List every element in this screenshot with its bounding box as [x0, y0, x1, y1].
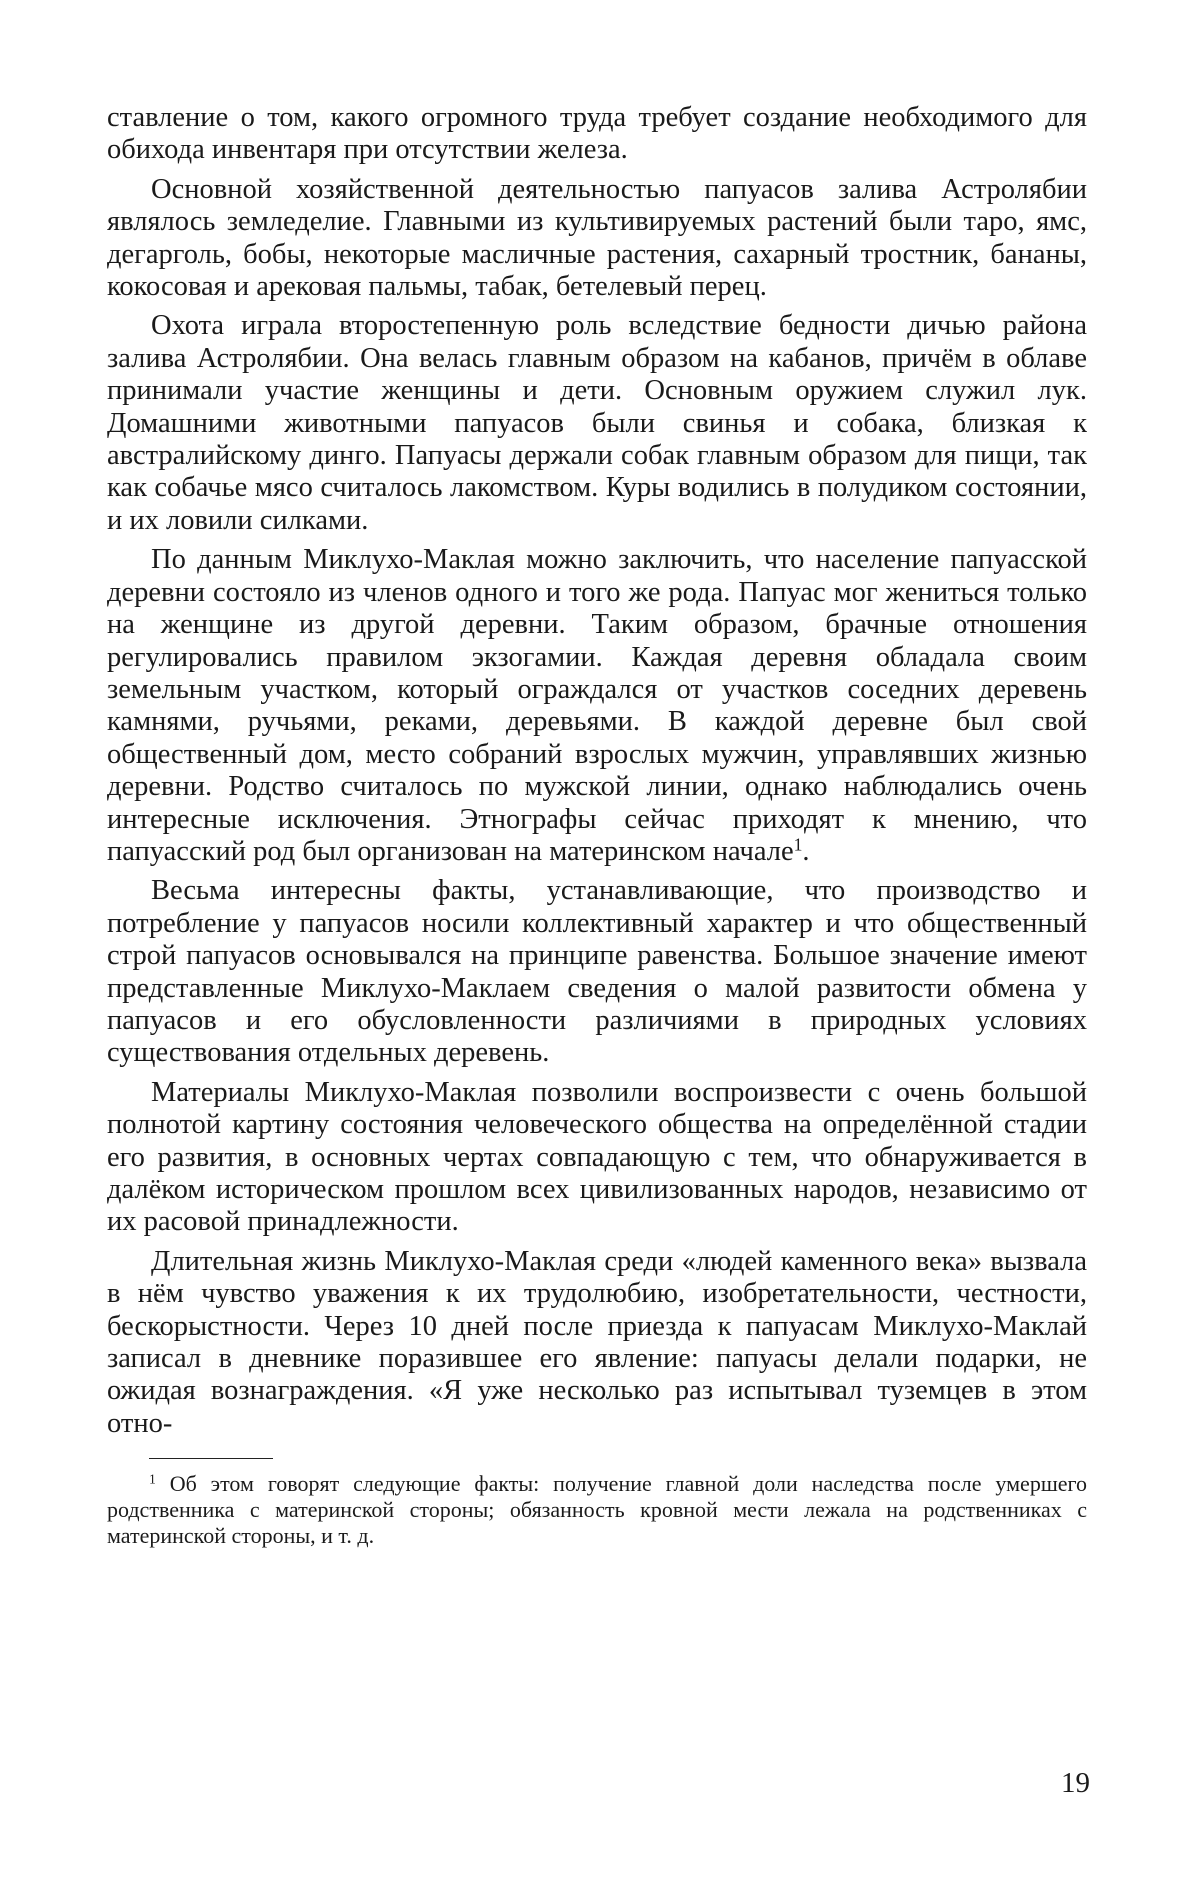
- paragraph-collective-production: Весьма интересны факты, устанавливающие, что производство и потребление у папуасов носили коллективный характер и что общественный строй папуасов основывался на принципе равенства. Большое значение имеют представленные Миклухо-Маклаем сведения о малой развитости обмена у папуасов и его обусловленности различиями в природных условиях существования отдельных деревень.: [107, 875, 1087, 1069]
- book-page: [107, 102, 1087, 1549]
- footnote-text: Об этом говорят следующие факты: получение главной доли наследства после умершего родственника с материнской стороны; обязанность кровной мести лежала на родственниках с материнской стороны, и т. д.: [107, 1471, 1087, 1549]
- paragraph-kinship-text: По данным Миклухо-Маклая можно заключить, что население папуасской деревни состояло из членов одного и того же рода. Папуас мог жениться только на женщине из другой деревни. Таким образом, брачные отношения регулировались правилом экзогамии. Каждая деревня обладала своим земельным участком, который ограждался от участков соседних деревень камнями, ручьями, реками, деревьями. В каждой деревне был свой общественный дом, место собраний взрослых мужчин, управлявших жизнью деревни. Родство считалось по мужской линии, однако наблюдались очень интересные исключения. Этнографы сейчас приходят к мнению, что папуасский род был организован на материнском начале: [107, 544, 1087, 867]
- footnote: [107, 1471, 1087, 1549]
- footnote-marker: 1: [149, 1471, 156, 1487]
- footnote-reference: 1: [793, 834, 803, 855]
- footnote-reference-suffix: .: [802, 835, 810, 867]
- footnote-divider: [149, 1458, 273, 1459]
- paragraph-stone-age-people: Длительная жизнь Миклухо-Маклая среди «людей каменного века» вызвала в нём чувство уважения к их трудолюбию, изобретательности, честности, бескорыстности. Через 10 дней после приезда к папуасам Миклухо-Маклай записал в дневнике поразившее его явление: папуасы делали подарки, не ожидая вознаграждения. «Я уже несколько раз испытывал туземцев в этом отно-: [107, 1245, 1087, 1439]
- paragraph-hunting: Охота играла второстепенную роль вследствие бедности дичью района залива Астролябии. Она велась главным образом на кабанов, причём в облаве принимали участие женщины и дети. Основным оружием служил лук. Домашними животными папуасов были свинья и собака, близкая к австралийскому динго. Папуасы держали собак главным образом для пищи, так как собачье мясо считалось лакомством. Куры водились в полудиком состоянии, и их ловили силками.: [107, 310, 1087, 536]
- paragraph-kinship: [107, 544, 1087, 868]
- paragraph-agriculture: Основной хозяйственной деятельностью папуасов залива Астролябии являлось земледелие. Главными из культивируемых растений были таро, ямс, дегарголь, бобы, некоторые масличные растения, сахарный тростник, бананы, кокосовая и арековая пальмы, табак, бетелевый перец.: [107, 173, 1087, 303]
- paragraph-materials: Материалы Миклухо-Маклая позволили воспроизвести с очень большой полнотой картину состояния человеческого общества на определённой стадии его развития, в основных чертах совпадающую с тем, что обнаруживается в далёком историческом прошлом всех цивилизованных народов, независимо от их расовой принадлежности.: [107, 1076, 1087, 1238]
- page-number: 19: [1061, 1767, 1090, 1799]
- paragraph-continuation: ставление о том, какого огромного труда требует создание необходимого для обихода инвентаря при отсутствии железа.: [107, 102, 1087, 166]
